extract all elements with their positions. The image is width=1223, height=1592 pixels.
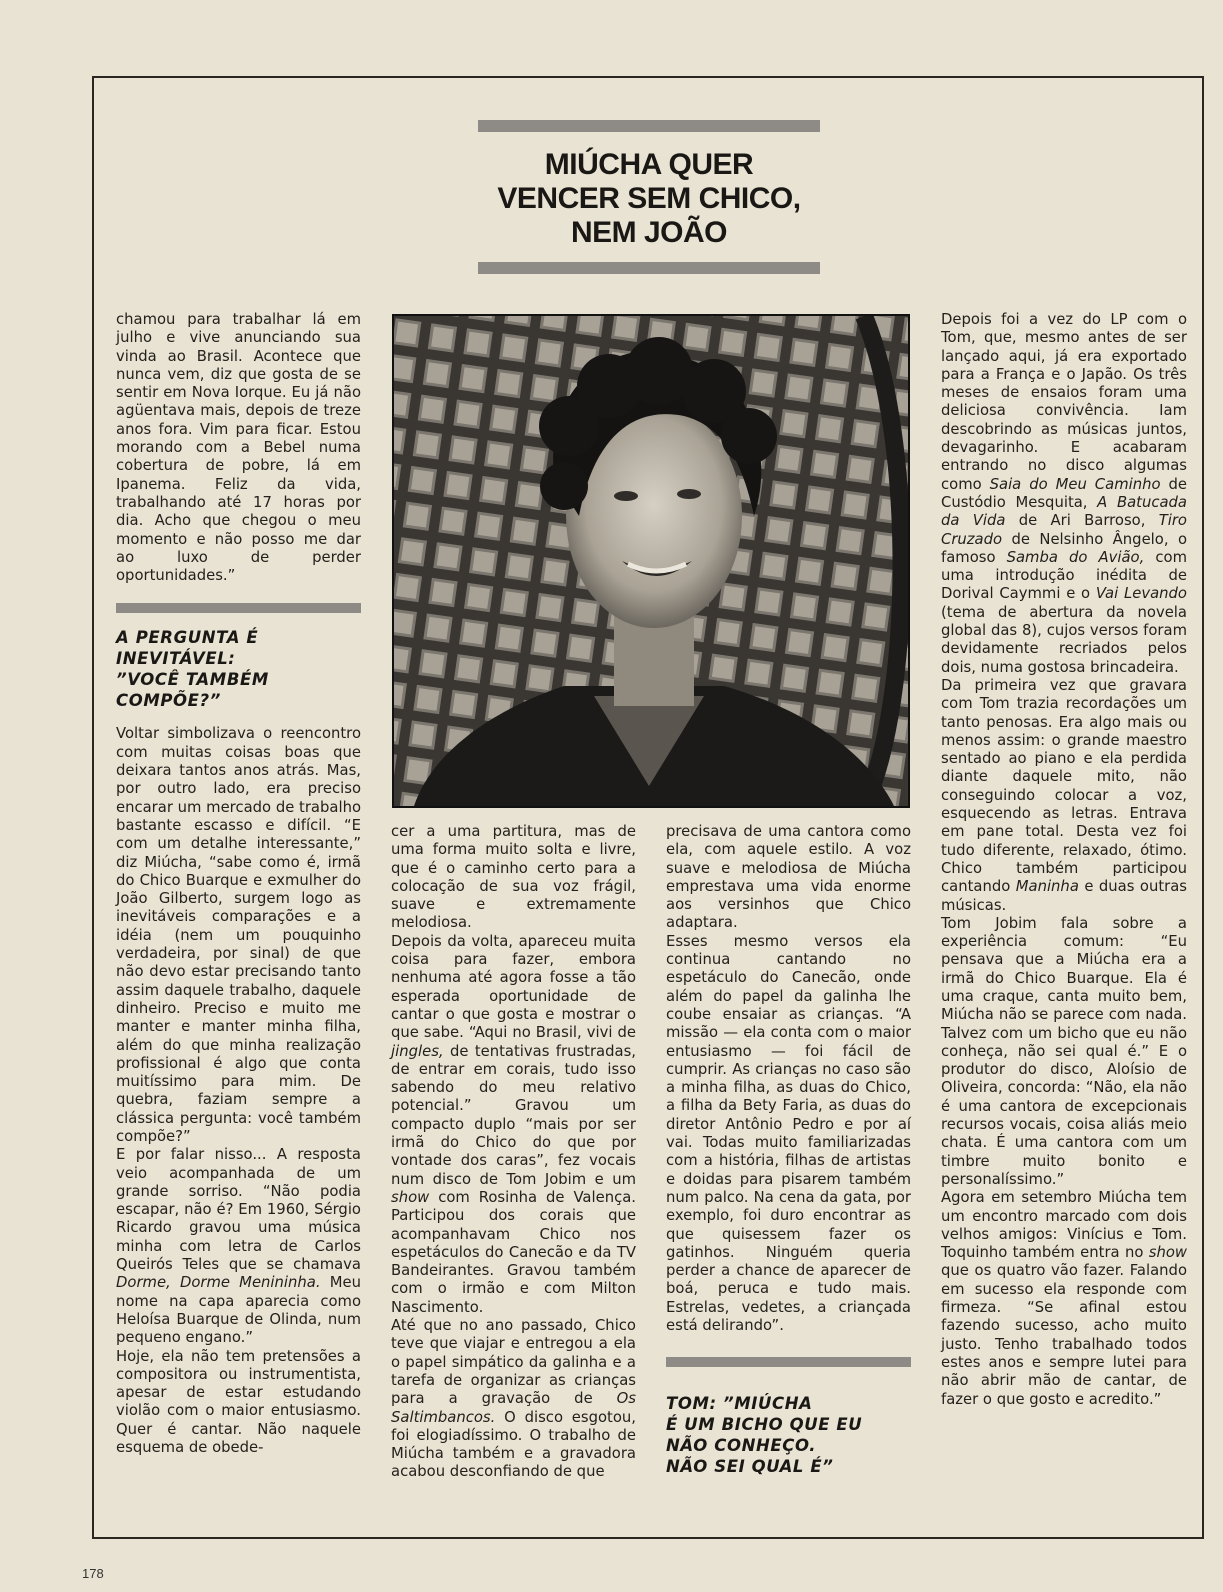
col1-paragraph-4: Hoje, ela não tem pretensões a compositora ou instrumentista, apesar de estar estudando violão com o maior entusiasmo. Quer é cantar. Não naquele esquema de obede- [116, 1347, 361, 1457]
col4-song-4: Samba do Avião, [1006, 548, 1145, 566]
subhead-1-line-4: COMPÕE?” [116, 691, 221, 711]
col2-paragraph-2 [391, 933, 636, 1317]
col4-p1-text-b: de Custódio Mesquita, [941, 475, 1187, 511]
col2-p2-text-b: de tentativas frustradas, de entrar em corais, tudo isso sabendo do meu relativo potencial.” Gravou um compacto duplo “mais por ser irmã do Chico do que por vontade dos caras”, fez vocais num disco de Tom Jobim e um [391, 1042, 636, 1188]
col4-paragraph-2 [941, 677, 1187, 915]
col4-p1-text-a: Depois foi a vez do LP com o Tom, que, mesmo antes de ser lançado aqui, já era exportado para a França e o Japão. Os três meses de ensaios foram uma deliciosa convivência. Iam descobrindo as músicas juntos, devagarinho. E acabaram entrando no disco algumas como [941, 311, 1187, 493]
col4-paragraph-4 [941, 1189, 1187, 1409]
title-line-1: MIÚCHA QUER [544, 148, 754, 181]
col4-paragraph-3: Tom Jobim fala sobre a experiência comum: “Eu pensava que a Miúcha era a irmã do Chico Buarque. Ela é uma craque, canta muito bem, Miúcha não se parece com nada. Talvez com um bicho que eu não conheça, não sei qual é.” E o produtor do disco, Aloísio de Oliveira, concorda: “Não, ela não é uma cantora de excepcionais recursos vocais, coisa aliás meio chata. É uma cantora com um timbre muito bonito e personalíssimo.” [941, 914, 1187, 1188]
col1-paragraph-3 [116, 1146, 361, 1347]
subhead-1 [116, 627, 361, 711]
title-top-rule [478, 120, 820, 132]
title-line-3: NEM JOÃO [570, 216, 728, 249]
col2-p2-text-c: com Rosinha de Valença. Participou dos corais que acompanhavam Chico nos espetáculos do Canecão e da TV Bandeirantes. Gravou também com o irmão e com Milton Nascimento. [391, 1188, 636, 1316]
subhead-2-line-2: É UM BICHO QUE EU [666, 1415, 863, 1435]
portrait-photo [392, 314, 910, 808]
col2-paragraph-1: cer a uma partitura, mas de uma forma muito solta e livre, que é o caminho certo para a colocação de sua voz frágil, suave e extremamente melodiosa. [391, 823, 636, 932]
col3-paragraph-1: precisava de uma cantora como ela, com aquele estilo. A voz suave e melodiosa de Miúcha emprestava uma vida enorme aos versinhos que Chico adaptara. [666, 823, 911, 932]
col4-p1-text-d: de Nelsinho Ângelo, o famoso [941, 530, 1187, 566]
col4-song-3: Tiro Cruzado [941, 512, 1187, 548]
col1-p3-text-b: Meu nome na capa aparecia como Heloísa Buarque de Olinda, num pequeno engano.” [116, 1274, 361, 1347]
col2-paragraph-3 [391, 1317, 636, 1482]
col4-p1-text-f: (tema de abertura da novela global das 8), cujos versos foram devidamente recriados pelos dois, numa gostosa brincadeira. [941, 603, 1187, 676]
portrait-photo-illustration [394, 316, 908, 806]
article-title [478, 148, 820, 250]
col4-song-5: Vai Levando [1095, 585, 1187, 603]
column-3 [666, 823, 911, 1477]
col4-song-2: A Batucada da Vida [941, 493, 1188, 530]
col4-p4-show: show [1148, 1244, 1187, 1262]
subhead-1-line-1: A PERGUNTA É [116, 628, 259, 648]
title-bottom-rule [478, 262, 820, 274]
subhead-2-line-4: NÃO SEI QUAL É” [666, 1457, 834, 1477]
col2-p2-show: show [391, 1188, 430, 1206]
col4-song-1: Saia do Meu Caminho [989, 475, 1161, 493]
col1-p3-text-a: E por falar nisso... A resposta veio acompanhada de um grande sorriso. “Não podia escapar, não é? Em 1960, Sérgio Ricardo gravou uma música minha com letra de Carlos Queirós Teles que se chamava [116, 1146, 361, 1274]
col1-paragraph-2: Voltar simbolizava o reencontro com muitas coisas boas que deixara tantos anos atrás. Mas, por outro lado, era preciso encarar um mercado de trabalho bastante escasso e difícil. “E com um detalhe interessante,” diz Miúcha, “sabe como é, irmã do Chico Buarque e exmulher do João Gilberto, surgem logo as inevitáveis comparações e a idéia (nem um pouquinho verdadeira, por sinal) de que não devo estar precisando tanto assim daquele trabalho, daquele dinheiro. Preciso e muito me manter e manter minha filha, além do que minha realização profissional é algo que conta muitíssimo para mim. De quebra, faziam sempre a clássica pergunta: você também compõe?” [116, 725, 361, 1145]
page-number: 178 [82, 1566, 104, 1581]
col4-p4-text-b: que os quatro vão fazer. Falando em sucesso ela responde com firmeza. “Se afinal estou fazendo sucesso, acho muito justo. Tenho trabalhado todos estes anos e sempre lutei para não abrir mão de cantar, de fazer o que gosto e acredito.” [941, 1262, 1187, 1408]
col4-p2-text-b: e duas outras músicas. [941, 878, 1187, 914]
article-title-block [478, 120, 820, 274]
title-line-2: VENCER SEM CHICO, [497, 182, 801, 215]
col2-p2-text-a: Depois da volta, apareceu muita coisa para fazer, embora nenhuma até agora fosse a tão esperada oportunidade de cantar o que gosta e mostrar o que sabe. “Aqui no Brasil, vivi de [391, 932, 636, 1042]
subhead-2 [666, 1393, 911, 1477]
col4-paragraph-1 [941, 311, 1187, 677]
subhead-2-line-1: TOM: ”MIÚCHA [666, 1394, 813, 1414]
col4-p4-text-a: Agora em setembro Miúcha tem um encontro marcado com dois velhos amigos: Vinícius e Tom. Toquinho também entra no [941, 1189, 1187, 1262]
col1-paragraph-1: chamou para trabalhar lá em julho e vive anunciando sua vinda ao Brasil. Acontece que nunca vem, diz que gosta de se sentir em Nova Iorque. Eu já não agüentava mais, depois de treze anos fora. Vim para ficar. Estou morando com a Bebel numa cobertura de pobre, lá em Ipanema. Feliz da vida, trabalhando até 17 horas por dia. Acho que chegou o meu momento e não posso me dar ao luxo de perder oportunidades.” [116, 311, 361, 585]
col3-paragraph-2: Esses mesmo versos ela continua cantando no espetáculo do Canecão, onde além do papel da galinha lhe coube ensaiar as crianças. “A missão — ela conta com o maior entusiasmo — foi fácil de cumprir. As crianças no caso são a minha filha, as duas do Chico, a filha da Bety Faria, as duas do diretor Antônio Pedro e por aí vai. Todas muito familiarizadas com a história, filhas de artistas e doidas para pisarem também num palco. Na cena da gata, por exemplo, foi duro encontrar as que quisessem fazer os gatinhos. Ninguém queria perder a chance de aparecer de boá, peruca e tudo mais. Estrelas, vedetes, a criançada está delirando”. [666, 932, 911, 1335]
column-2 [391, 823, 636, 1482]
col4-song-6: Maninha [1015, 878, 1079, 896]
col2-p3-text-a: Até que no ano passado, Chico teve que viajar e entregou a ela o papel simpático da galinha e a tarefa de organizar as crianças para a gravação de [391, 1317, 636, 1408]
subhead-2-rule [666, 1357, 911, 1367]
subhead-1-rule [116, 603, 361, 613]
col2-p2-jingles: jingles, [391, 1042, 444, 1060]
subhead-2-line-3: NÃO CONHEÇO. [666, 1436, 817, 1456]
col2-p3-text-b: O disco esgotou, foi elogiadíssimo. O trabalho de Miúcha também e a gravadora acabou desconfiando de que [391, 1408, 636, 1481]
column-1 [116, 311, 361, 1457]
subhead-1-line-3: ”VOCÊ TAMBÉM [116, 670, 269, 690]
col4-p1-text-c: de Ari Barroso, [1005, 512, 1159, 530]
col4-p1-text-e: com uma introdução inédita de Dorival Caymmi e o [941, 548, 1187, 603]
col4-p2-text-a: Da primeira vez que gravara com Tom trazia recordações um tanto penosas. Era algo mais ou menos assim: o grande maestro sentado ao piano e ela perdida diante daquele mito, não conseguindo colocar a voz, esquecendo as letras. Entrava em pane total. Desta vez foi tudo diferente, relaxado, ótimo. Chico também participou cantando [941, 676, 1187, 896]
column-4 [941, 311, 1187, 1409]
col1-p3-song-title: Dorme, Dorme Menininha. [116, 1274, 321, 1292]
subhead-1-line-2: INEVITÁVEL: [116, 649, 236, 669]
col2-p3-album-title: Os Saltimbancos. [391, 1390, 636, 1426]
